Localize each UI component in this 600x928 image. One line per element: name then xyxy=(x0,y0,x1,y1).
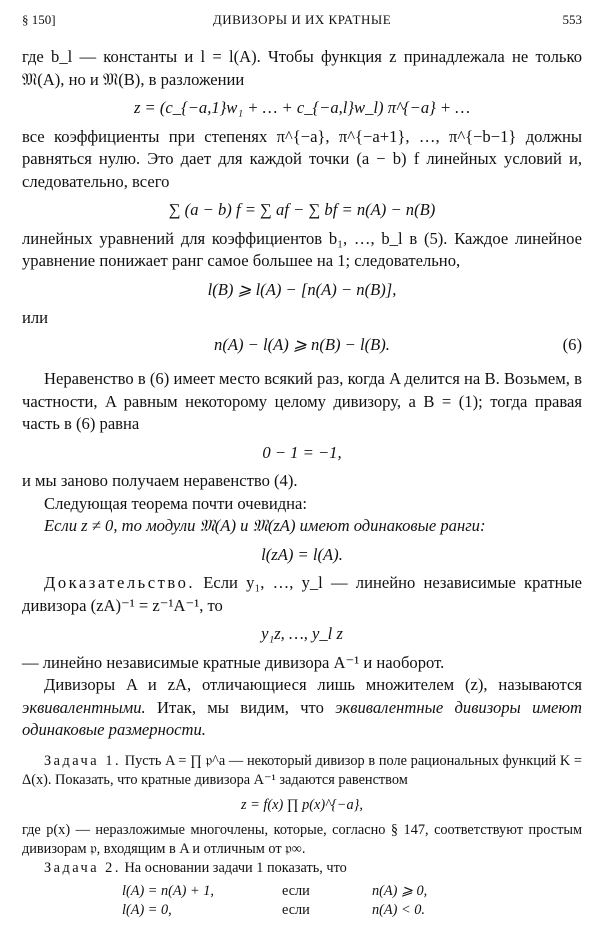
exercises xyxy=(22,752,582,920)
case-lhs: l(A) = 0, xyxy=(122,901,172,918)
exercise-2 xyxy=(22,859,582,878)
paragraph xyxy=(22,674,582,742)
case-word: если xyxy=(282,901,310,918)
formula: l(B) ⩾ l(A) − [n(A) − n(B)], xyxy=(207,279,397,299)
formula: 0 − 1 = −1, xyxy=(262,442,342,462)
theorem: Если z ≠ 0, то модули 𝔐(A) и 𝔐(zA) имеют одинаковые ранги: xyxy=(44,516,486,535)
proof-text: Если y₁, …, y_l — линейно независимые кратные дивизора (zA)⁻¹ = z⁻¹A⁻¹, то xyxy=(22,573,582,615)
paragraph: все коэффициенты при степенях π^{−a}, π^{−a+1}, …, π^{−b−1} должны равняться нулю. Это дает для каждой точки (a − b) f линейных условий и, следовательно, всего xyxy=(22,126,582,191)
exercise-label: Задача 2. xyxy=(44,859,121,876)
term: эквивалентными. xyxy=(22,697,146,717)
formula: z = f(x) ∏ p(x)^{−a}, xyxy=(241,796,363,813)
page-number: 553 xyxy=(562,12,582,27)
chapter-title: ДИВИЗОРЫ И ИХ КРАТНЫЕ xyxy=(212,12,392,27)
section-ref: § 150] xyxy=(22,12,56,27)
text: Итак, мы видим, что xyxy=(157,697,324,717)
page-body xyxy=(22,46,582,920)
formula: l(zA) = l(A). xyxy=(261,544,343,564)
proof-paragraph xyxy=(22,572,582,617)
exercise-label: Задача 1. xyxy=(44,752,122,769)
book-page xyxy=(22,8,582,920)
case-condition: n(A) ⩾ 0, xyxy=(372,882,428,899)
numbered-equation xyxy=(22,334,582,357)
case-condition: n(A) < 0. xyxy=(372,901,425,918)
case-formula xyxy=(22,882,582,920)
paragraph: Следующая теорема почти очевидна: xyxy=(44,493,307,513)
paragraph: где b_l — константы и l = l(A). Чтобы функция z принадлежала не только 𝔐(A), но и 𝔐(B), в разложении xyxy=(22,47,582,89)
formula: n(A) − l(A) ⩾ n(B) − l(B). xyxy=(214,334,390,354)
formula: y₁z, …, y_l z xyxy=(261,624,343,643)
running-header xyxy=(22,8,582,32)
case-lhs: l(A) = n(A) + 1, xyxy=(122,882,214,899)
exercise-text: На основании задачи 1 показать, что xyxy=(124,859,347,876)
case-word: если xyxy=(282,882,310,899)
formula: z = (c_{−a,1}w₁ + … + c_{−a,l}w_l) π^{−a} + … xyxy=(133,98,471,117)
formula: ∑ (a − b) f = ∑ af − ∑ bf = n(A) − n(B) xyxy=(168,200,436,219)
equation-number: (6) xyxy=(562,334,582,354)
paragraph: где p(x) — неразложимые многочлены, которые, согласно § 147, соответствуют простым дивизорам 𝔭, входящим в A и отличным от 𝔭∞. xyxy=(22,821,582,857)
paragraph: линейных уравнений для коэффициентов b₁, …, b_l в (5). Каждое линейное уравнение понижает ранг самое большее на 1; следовательно, xyxy=(22,228,582,270)
proof-label: Доказательство. xyxy=(44,573,196,592)
exercise-text: Пусть A = ∏ 𝔭^a — некоторый дивизор в поле рациональных функций K = Δ(x). Показать, что кратные дивизора A⁻¹ задаются равенством xyxy=(22,752,582,788)
paragraph: и мы заново получаем неравенство (4). xyxy=(22,471,298,490)
exercise-1 xyxy=(22,752,582,790)
statement: эквивалентные дивизоры имеют одинаковые размерности. xyxy=(22,697,582,739)
text: Дивизоры A и zA, отличающиеся лишь множителем (z), называются xyxy=(44,675,582,694)
paragraph: или xyxy=(22,308,49,327)
paragraph: — линейно независимые кратные дивизора A⁻¹ и наоборот. xyxy=(22,652,445,672)
paragraph: Неравенство в (6) имеет место всякий раз, когда A делится на B. Возьмем, в частности, A равным некоторому целому дивизору, а B = (1); тогда правая часть в (6) равна xyxy=(22,369,582,433)
